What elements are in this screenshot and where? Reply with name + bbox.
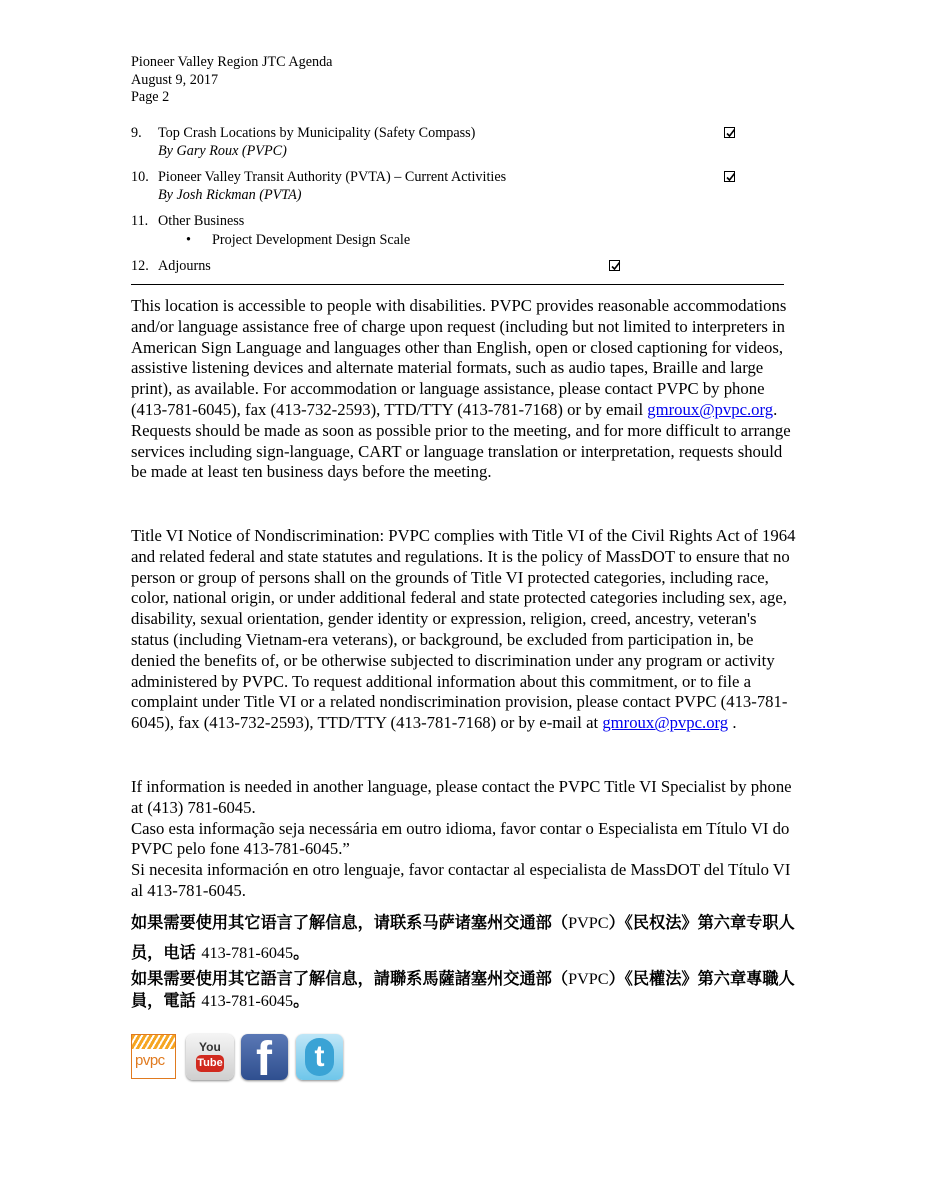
youtube-icon[interactable] xyxy=(186,1034,234,1080)
agenda-subitem: Project Development Design Scale xyxy=(212,232,411,248)
youtube-you-label: You xyxy=(199,1040,221,1054)
agenda-item-title: Pioneer Valley Transit Authority (PVTA) – Current Activities xyxy=(158,169,507,185)
title-vi-notice xyxy=(131,526,796,734)
agenda-item-presenter: By Gary Roux (PVPC) xyxy=(158,143,287,159)
chinese-text: 。 xyxy=(293,943,310,962)
title-vi-text-end: . xyxy=(728,713,737,733)
bullet-icon: • xyxy=(186,232,191,248)
twitter-letter: t xyxy=(305,1038,334,1076)
agenda-item-presenter: By Josh Rickman (PVTA) xyxy=(158,187,302,203)
title-vi-text: Title VI Notice of Nondiscrimination: PVPC complies with Title VI of the Civil Rights Act of 1964 and related federal and state statutes and regulations. It is the policy of MassDOT to ensure that no person or group of persons shall on the grounds of Title VI protected categories, including race, color, national origin, or under additional federal and state protected categories including sex, age, disability, sexual orientation, gender identity or expression, religion, creed, ancestry, veteran's status (including Vietnam-era veterans), or background, be excluded from participation in, be denied the benefits of, or be otherwise subjected to discrimination under any program or activity administered by PVPC. To request additional information about this commitment, or to file a complaint under Title VI or a related nondiscrimination provision, please contact PVPC (413-781-6045), fax (413-732-2593), TTD/TTY (413-781-7168) or by e-mail at xyxy=(131,526,796,733)
checkbox-checked-icon xyxy=(724,171,735,182)
youtube-tube-label: Tube xyxy=(196,1055,224,1072)
checkbox-checked-icon xyxy=(724,127,735,138)
language-portuguese: Caso esta informação seja necessária em outro idioma, favor contar o Especialista em Título VI do PVPC pelo fone 413-781-6045.” xyxy=(131,818,790,859)
pvpc-logo-label: pvpc xyxy=(135,1052,165,1069)
agenda-item-title: Other Business xyxy=(158,213,245,229)
accessibility-text: This location is accessible to people with disabilities. PVPC provides reasonable accommodations and/or language assistance free of charge upon request (including but not limited to interpreters in American Sign Language and languages other than English, open or closed captioning for videos, assistive listening devices and alternate material formats, such as audio tapes, Braille and large print), as available. For accommodation or language assistance, please contact PVPC by phone (413-781-6045), fax (413-732-2593), TTD/TTY (413-781-7168) or by email xyxy=(131,296,787,419)
chinese-text: 如果需要使用其它語言了解信息，請聯系馬薩諸塞州交通部（ xyxy=(131,969,569,988)
header-date: August 9, 2017 xyxy=(131,71,219,88)
chinese-text: ）《民權法》第六章專職人員，電話 xyxy=(131,969,795,1010)
agenda-item-number: 9. xyxy=(131,125,142,141)
agenda-item-number: 11. xyxy=(131,213,149,229)
facebook-letter: f xyxy=(256,1034,272,1080)
checkbox-checked-icon xyxy=(609,260,620,271)
header-page-number: Page 2 xyxy=(131,89,170,105)
facebook-icon[interactable] xyxy=(241,1034,288,1080)
language-chinese-traditional xyxy=(131,968,801,1012)
header-title: Pioneer Valley Region JTC Agenda xyxy=(131,54,333,70)
language-spanish: Si necesita información en otro lenguaje, favor contactar al especialista de MassDOT del Título VI al 413-781-6045. xyxy=(131,860,791,900)
pvpc-logo-stripes xyxy=(132,1035,175,1049)
email-link[interactable]: gmroux@pvpc.org xyxy=(647,399,774,419)
language-english: If information is needed in another language, please contact the PVPC Title VI Specialist by phone at (413) 781-6045. xyxy=(131,777,792,817)
chinese-text: 413-781-6045 xyxy=(201,944,294,962)
twitter-icon[interactable] xyxy=(296,1034,343,1080)
page-header xyxy=(131,54,332,107)
chinese-text: 413-781-6045 xyxy=(201,992,294,1010)
language-notice xyxy=(131,777,796,902)
accessibility-notice xyxy=(131,296,796,483)
chinese-text: PVPC xyxy=(568,914,609,932)
chinese-text: 。 xyxy=(293,991,310,1010)
agenda-item-number: 12. xyxy=(131,258,149,274)
chinese-text: PVPC xyxy=(568,970,609,988)
chinese-text: ）《民权法》第六章专职人员，电话 xyxy=(131,913,795,962)
pvpc-logo-icon[interactable] xyxy=(131,1034,176,1079)
accessibility-text-cont: . Requests should be made as soon as possible prior to the meeting, and for more difficult to arrange services including sign-language, CART or language translation or interpretation, requests should be made at least ten business days before the meeting. xyxy=(131,399,791,482)
agenda-item-title: Adjourns xyxy=(158,258,211,274)
divider xyxy=(131,284,784,285)
language-chinese-simplified xyxy=(131,908,801,968)
email-link[interactable]: gmroux@pvpc.org xyxy=(602,713,729,733)
agenda-item-title: Top Crash Locations by Municipality (Safety Compass) xyxy=(158,125,476,141)
chinese-text: 如果需要使用其它语言了解信息，请联系马萨诸塞州交通部（ xyxy=(131,913,569,932)
agenda-item-number: 10. xyxy=(131,169,149,185)
